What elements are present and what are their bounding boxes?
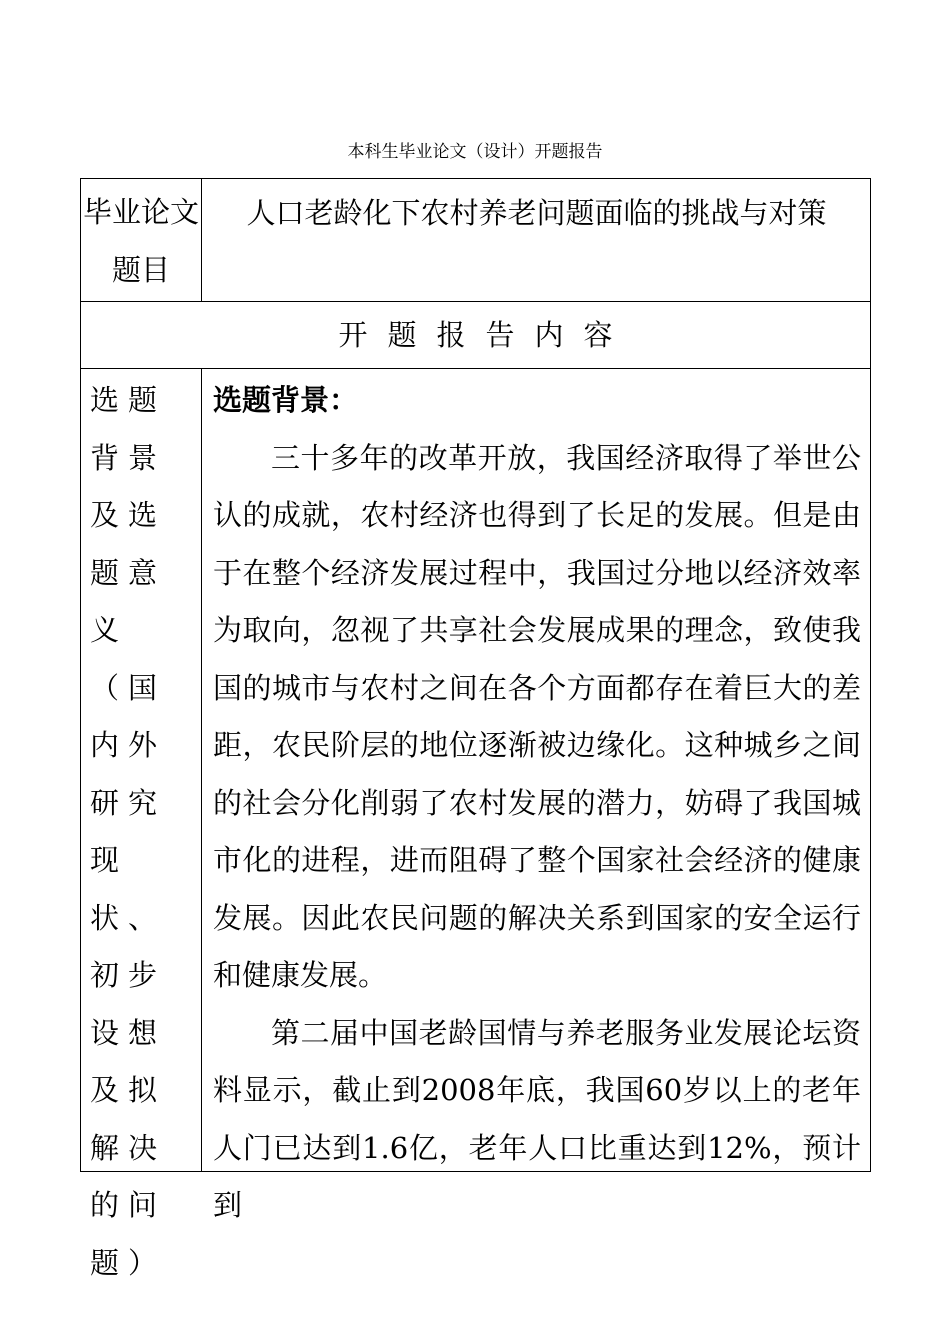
- thesis-title-label: [81, 179, 202, 301]
- background-paragraph-2: 第二届中国老龄国情与养老服务业发展论坛资料显示，截止到2008年底，我国60岁以上的老年人门已达到1.6亿，老年人口比重达到12%，预计到: [213, 1015, 861, 1222]
- background-subheading: 选题背景：: [213, 383, 359, 417]
- thesis-title-row: [81, 179, 870, 302]
- proposal-table: [80, 178, 871, 1280]
- section-heading: 开题报告内容: [81, 302, 870, 369]
- thesis-title-value: 人口老龄化下农村养老问题面临的挑战与对策: [246, 196, 827, 230]
- thesis-title-label-line2: 题目: [111, 253, 170, 287]
- background-label: 选题背景及选题意义（国内外研究现状、初步设想及拟解决的问题）: [81, 369, 202, 1171]
- background-paragraph-1: 三十多年的改革开放，我国经济取得了举世公认的成就，农村经济也得到了长足的发展。但是由于在整个经济发展过程中，我国过分地以经济效率为取向，忽视了共享社会发展成果的理念，致使我国的城市与农村之间在各个方面都存在着巨大的差距，农民阶层的地位逐渐被边缘化。这种城乡之间的社会分化削弱了农村发展的潜力，妨碍了我国城市化的进程，进而阻碍了整个国家社会经济的健康发展。因此农民问题的解决关系到国家的安全运行和健康发展。: [213, 440, 861, 992]
- page-header: 本科生毕业论文（设计）开题报告: [347, 142, 603, 162]
- thesis-title-label-line1: 毕业论文: [82, 195, 199, 229]
- background-body: [213, 372, 861, 1235]
- background-row: [81, 369, 870, 1280]
